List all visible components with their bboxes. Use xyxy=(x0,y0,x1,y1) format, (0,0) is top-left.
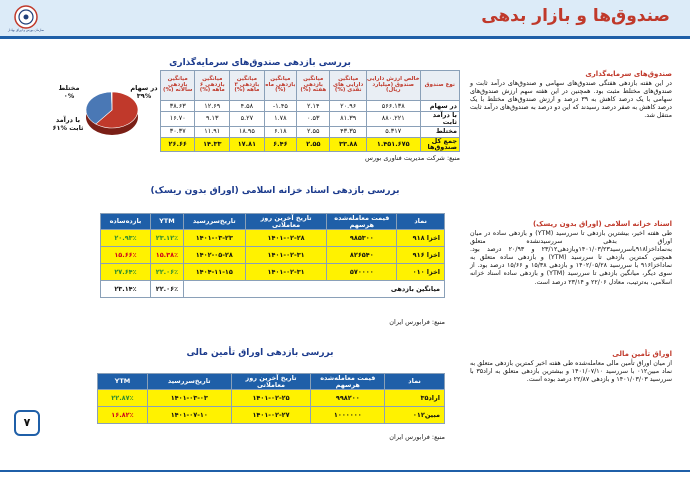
pie-label-mixed: مختلط %۰ xyxy=(58,84,80,100)
bond-maturity: ۱۴۰۱-۰۷-۱۰ xyxy=(147,407,231,424)
treasury-header-price: قیمت معامله‌شده هرسهم xyxy=(327,214,397,230)
bond-price: ۹۹۸۲۰۰ xyxy=(311,390,385,407)
table-row xyxy=(101,264,445,281)
table-cell: ۱.۴۵- xyxy=(264,101,296,112)
table-cell: ۱۷.۸۱ xyxy=(230,137,265,152)
table-cell: ۴۳.۳۵ xyxy=(330,126,366,137)
bond-last-day: ۱۴۰۱-۰۲-۳۱ xyxy=(245,247,327,264)
table-cell: ۲.۱۴ xyxy=(297,101,330,112)
table-cell: ۳۰.۳۷ xyxy=(161,126,195,137)
table-cell: ۶.۱۸ xyxy=(264,126,296,137)
bond-maturity: ۱۴۰۲-۰۵-۲۸ xyxy=(183,247,245,264)
section-funds-title: بررسی بازدهی صندوق‌های سرمایه‌گذاری xyxy=(169,58,351,68)
footer-divider xyxy=(0,470,690,472)
table-cell: ۶.۴۶ xyxy=(264,137,296,152)
financing-source: منبع: فرابورس ایران xyxy=(389,433,445,441)
table-cell: ۱۶.۷۰ xyxy=(161,112,195,127)
bond-maturity: ۱۴۰۱-۰۳-۲۳ xyxy=(183,230,245,247)
bond-ytm: ۱۶.۸۲٪ xyxy=(98,407,148,424)
bond-simple-return: ۲۷.۶۴٪ xyxy=(101,264,151,281)
treasury-table xyxy=(100,213,445,298)
table-cell: ۹.۱۳ xyxy=(195,112,230,127)
table-cell: ۴.۵۸ xyxy=(230,101,265,112)
section-treasury-title: بررسی بازدهی اسناد خزانه اسلامی (اوراق بدون ریسک) xyxy=(150,186,400,196)
row-label: مختلط xyxy=(420,126,459,137)
table-cell: ۱۲.۶۹ xyxy=(195,101,230,112)
bond-last-day: ۱۴۰۱-۰۲-۲۵ xyxy=(231,390,311,407)
treasury-header-last-day: تاریخ آخرین روز معاملاتی xyxy=(245,214,327,230)
funds-paragraph: در این هفته بازدهی هفتگی صندوق‌های سهامی و صندوق‌های درآمد ثابت و صندوق‌های مختلط مثبت بود. همچنین در این هفته سهم ارزش صندوق‌های سهامی با یک درصد کاهش به ۳۹ درصد و ارزش صندوق‌های مختلط با یک درصد کاهش به صفر درصد رسیدند که این دو درصد به صندوق‌های درآمد ثابت منتقل شد. xyxy=(470,80,672,120)
section-financing-title: بررسی بازدهی اوراق تأمین مالی xyxy=(186,348,334,358)
bond-symbol: مبین۰۱۲ xyxy=(385,407,445,424)
table-cell: ۱۴.۳۳ xyxy=(195,137,230,152)
bond-ytm: ۲۲.۸۷٪ xyxy=(98,390,148,407)
bond-ytm: ۱۵.۳۸٪ xyxy=(150,247,183,264)
treasury-header-simple: بازده‌ساده xyxy=(101,214,151,230)
treasury-table-header xyxy=(101,214,445,230)
bond-symbol: اخزا ۹۱۶ xyxy=(397,247,445,264)
bond-last-day: ۱۴۰۱-۰۲-۲۸ xyxy=(245,230,327,247)
table-row xyxy=(161,126,460,137)
bond-ytm: ۲۲.۰۶٪ xyxy=(150,264,183,281)
funds-source: منبع: شرکت مدیریت فناوری بورس xyxy=(365,154,460,162)
table-row xyxy=(101,247,445,264)
table-cell: ۳۳.۸۸ xyxy=(330,137,366,152)
funds-paragraph-heading: صندوق‌های سرمایه‌گذاری xyxy=(585,70,672,78)
funds-header-month: میانگین بازدهی ماه (%) xyxy=(264,71,296,101)
table-row xyxy=(98,407,445,424)
header-divider xyxy=(0,36,690,39)
funds-header-week: میانگین بازدهی هفته (%) xyxy=(297,71,330,101)
row-label: با درآمد ثابت xyxy=(420,112,459,127)
financing-header-price: قیمت معامله‌شده هرسهم xyxy=(311,374,385,390)
table-cell: ۲.۵۵ xyxy=(297,137,330,152)
logo-caption: سازمان بورس و اوراق بهادار xyxy=(7,28,44,32)
bond-symbol: اراد۳۵ xyxy=(385,390,445,407)
funds-table-header xyxy=(161,71,460,101)
bond-last-day: ۱۴۰۱-۰۲-۳۱ xyxy=(245,264,327,281)
bond-simple-return: ۲۰.۹۳٪ xyxy=(101,230,151,247)
treasury-paragraph: طی هفته اخیر، بیشترین بازدهی تا سررسید (YTM) و بازدهی ساده در میان اوراق بدهی سررسیدنشده متعلق به‌نماداخزا۹۱۸باسررسید۱۴۰۱/۰۳/۲۳وبازدهی۲۳/۱۲ و ۲۰/۹۳ درصد بود. همچنین کمترین بازدهی تا سررسید (YTM) و بازدهی ساده متعلق به نماداخزا۹۱۶ با سررسید ۱۴۰۲/۰۵/۲۸ و بازدهی ۱۵/۳۸ و ۱۵/۶۶ درصد بود. از سوی دیگر، میانگین بازدهی تا سررسید (YTM) و بازدهی ساده اسناد خزانه اسلامی، به‌ترتیب، معادل ۲۲/۰۶ و ۲۳/۱۴ درصد است. xyxy=(470,230,673,286)
treasury-header-maturity: تاریخ‌سررسید xyxy=(183,214,245,230)
average-ytm: ۲۲.۰۶٪ xyxy=(150,281,183,298)
table-cell: ۲۰.۹۶ xyxy=(330,101,366,112)
treasury-paragraph-heading: اسناد خزانه اسلامی (اوراق بدون ریسک) xyxy=(532,220,672,228)
average-label: میانگین بازدهی xyxy=(183,281,444,298)
row-label: در سهام xyxy=(420,101,459,112)
table-cell: ۸۸۰.۲۲۱ xyxy=(366,112,420,127)
financing-header-last-day: تاریخ آخرین روز معاملاتی xyxy=(231,374,311,390)
financing-table-header xyxy=(98,374,445,390)
treasury-header-ytm: YTM xyxy=(150,214,183,230)
bond-ytm: ۲۳.۱۲٪ xyxy=(150,230,183,247)
bond-symbol: اخزا ۹۱۸ xyxy=(397,230,445,247)
funds-header-6month: میانگین بازدهی ۶ ماهه (%) xyxy=(195,71,230,101)
row-label: جمع کل صندوق‌ها xyxy=(420,137,459,152)
table-row xyxy=(161,101,460,112)
header-banner xyxy=(0,0,690,38)
average-row xyxy=(101,281,445,298)
table-cell: ۱.۷۸ xyxy=(264,112,296,127)
table-cell: ۲۶.۶۶ xyxy=(161,137,195,152)
funds-header-type: نوع صندوق xyxy=(420,71,459,101)
funds-header-cash: میانگین دارایی های نقدی (%) xyxy=(330,71,366,101)
bond-price: ۸۲۶۵۴۰ xyxy=(327,247,397,264)
funds-header-3month: میانگین بازدهی ۳ ماهه (%) xyxy=(230,71,265,101)
average-simple: ۲۳.۱۴٪ xyxy=(101,281,151,298)
financing-header-maturity: تاریخ‌سررسید xyxy=(147,374,231,390)
bond-simple-return: ۱۵.۶۶٪ xyxy=(101,247,151,264)
table-cell: ۳۸.۶۳ xyxy=(161,101,195,112)
table-cell: ۰.۵۳ xyxy=(297,112,330,127)
financing-header-ytm: YTM xyxy=(98,374,148,390)
bond-price: ۵۷۰۰۰۰ xyxy=(327,264,397,281)
table-row xyxy=(161,112,460,127)
pie-label-fixed: با درآمد ثابت %۶۱ xyxy=(52,116,84,132)
table-cell: ۱۸.۹۵ xyxy=(230,126,265,137)
financing-table xyxy=(97,373,445,424)
table-cell: ۲.۵۵ xyxy=(297,126,330,137)
bond-last-day: ۱۴۰۱-۰۲-۲۷ xyxy=(231,407,311,424)
funds-header-nav: خالص ارزش دارایی صندوق (میلیارد ریال) xyxy=(366,71,420,101)
page-number: ۷ xyxy=(14,410,40,436)
table-cell: ۸۱.۳۹ xyxy=(330,112,366,127)
bond-price: ۱۰۰۰۰۰۰ xyxy=(311,407,385,424)
table-cell: ۵.۳۱۷ xyxy=(366,126,420,137)
financing-paragraph: از میان اوراق تأمین مالی معامله‌شده طی هفته اخیر کمترین بازدهی متعلق به نماد مبین۰۱۲ با سررسید ۱۴۰۱/۰۷/۱۰ و بیشترین بازدهی متعلق به اراد۳۵ با سررسید ۱۴۰۱/۰۳/۰۳ و بازدهی ۲۲/۸۷ درصد بوده است. xyxy=(470,360,672,384)
bond-price: ۹۸۵۳۰۰ xyxy=(327,230,397,247)
treasury-source: منبع: فرابورس ایران xyxy=(389,318,445,326)
table-cell: ۱.۴۵۱.۶۷۵ xyxy=(366,137,420,152)
table-row xyxy=(101,230,445,247)
bond-maturity: ۱۴۰۱-۰۳-۰۳ xyxy=(147,390,231,407)
pie-label-stock: در سهام %۳۹ xyxy=(130,84,158,100)
table-row xyxy=(98,390,445,407)
bond-symbol: اخزا ۰۱۰ xyxy=(397,264,445,281)
table-cell: ۵.۲۷ xyxy=(230,112,265,127)
funds-table xyxy=(160,70,460,152)
total-row xyxy=(161,137,460,152)
bond-maturity: ۱۴۰۴-۱۱-۱۵ xyxy=(183,264,245,281)
page-title: صندوق‌ها و بازار بدهی xyxy=(481,6,670,26)
funds-header-annual: میانگین بازدهی سالانه (%) xyxy=(161,71,195,101)
treasury-header-symbol: نماد xyxy=(397,214,445,230)
financing-paragraph-heading: اوراق تأمین مالی xyxy=(612,350,672,358)
table-cell: ۵۶۶.۱۳۸ xyxy=(366,101,420,112)
table-cell: ۱۱.۹۱ xyxy=(195,126,230,137)
financing-header-symbol: نماد xyxy=(385,374,445,390)
